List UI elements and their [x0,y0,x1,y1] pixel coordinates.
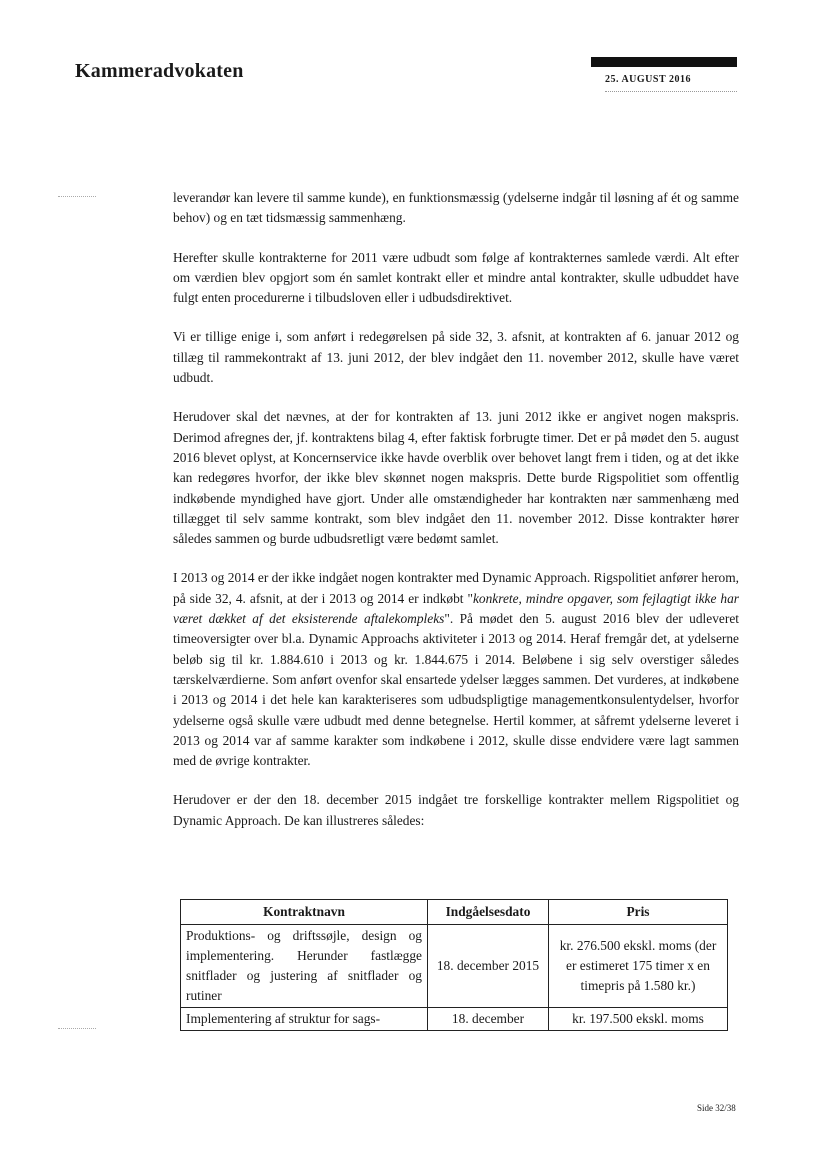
margin-mark-bottom [58,1028,96,1029]
table-cell: Implementering af struktur for sags- [181,1008,428,1031]
org-name: Kammeradvokaten [75,60,244,82]
table-row [181,1008,728,1031]
contracts-table [180,899,728,1031]
header-bar [591,57,737,67]
paragraph-text: I 2013 og 2014 er der ikke indgået nogen kontrakter med Dynamic Approach. Rigspolitiet anfører herom, på side 32, 4. afsnit, at der i 2013 og 2014 er indkøbt " [173,570,739,606]
margin-mark-top [58,196,96,197]
quoted-text: konkrete, mindre opgaver, som fejlagtigt ikke har været dækket af det eksisterende aftalekompleks [173,590,739,627]
paragraph: Herefter skulle kontrakterne for 2011 være udbudt som følge af kontrakternes samlede værdi. Alt efter om værdien blev opgjort som én samlet kontrakt eller et mindre antal kontrakter, skulle udbuddet have fulgt enten procedurerne i tilbudsloven eller i udbudsdirektivet. [173,249,739,306]
column-header: Kontraktnavn [181,900,428,925]
date-underline [605,91,737,92]
paragraph-text: ". På mødet den 5. august 2016 blev der udleveret timeoversigter over bl.a. Dynamic Approachs aktiviteter i 2013 og 2014. Heraf fremgår det, at ydelserne beløb sig til kr. 1.884.610 i 2013 og kr. 1.844.675 i 2014. Beløbene i sig selv overstiger således tærskelværdierne. Som anført ovenfor skal ensartede ydelser lægges sammen. Det vurderes, at indkøbene i 2013 og 2014 i det hele kan karakteriseres som udbudspligtige managementkonsulentydelser, hvorfor ydelserne også skulle være udbudt med denne betegnelse. Hertil kommer, at såfremt ydelserne leveret i 2013 og 2014 var af samme karakter som indkøbene i 2012, skulle disse endvidere være lagt sammen med de øvrige kontrakter. [173,611,739,769]
column-header: Pris [549,900,728,925]
table-cell: Produktions- og driftssøjle, design og implementering. Herunder fastlægge snitflader og justering af snitflader og rutiner [181,925,428,1008]
document-date: 25. AUGUST 2016 [605,74,691,85]
document-body [173,188,739,850]
table-cell: 18. december [428,1008,549,1031]
table-row [181,925,728,1008]
paragraph: Herudover er der den 18. december 2015 indgået tre forskellige kontrakter mellem Rigspolitiet og Dynamic Approach. De kan illustreres således: [173,792,739,828]
table-cell: 18. december 2015 [428,925,549,1008]
paragraph: leverandør kan levere til samme kunde), en funktionsmæssig (ydelserne indgår til løsning af ét og samme behov) og en tæt tidsmæssig sammenhæng. [173,190,739,226]
table-cell: kr. 197.500 ekskl. moms [549,1008,728,1031]
table-header-row [181,900,728,925]
paragraph: Herudover skal det nævnes, at der for kontrakten af 13. juni 2012 ikke er angivet nogen makspris. Derimod afregnes der, jf. kontraktens bilag 4, efter faktisk forbrugte timer. Det er på mødet den 5. august 2016 blevet oplyst, at Koncernservice ikke havde overblik over behovet langt frem i tiden, og at det ikke kan redegøres hvorfor, der ikke blev skønnet nogen makspris. Dette burde Rigspolitiet som offentlig indkøbende myndighed have gjort. Under alle omstændigheder har kontrakten nær sammenhæng med tillægget til selv samme kontrakt, som blev indgået den 11. november 2012. Disse kontrakter hører således sammen og burde udbudsretligt være bedømt samlet. [173,409,739,547]
paragraph [173,568,739,771]
table-cell: kr. 276.500 ekskl. moms (der er estimeret 175 timer x en timepris på 1.580 kr.) [549,925,728,1008]
paragraph: Vi er tillige enige i, som anført i redegørelsen på side 32, 3. afsnit, at kontrakten af 6. januar 2012 og tillæg til rammekontrakt af 13. juni 2012, der blev indgået den 11. november 2012, skulle have været udbudt. [173,329,739,386]
column-header: Indgåelsesdato [428,900,549,925]
page-number: Side 32/38 [697,1103,736,1113]
